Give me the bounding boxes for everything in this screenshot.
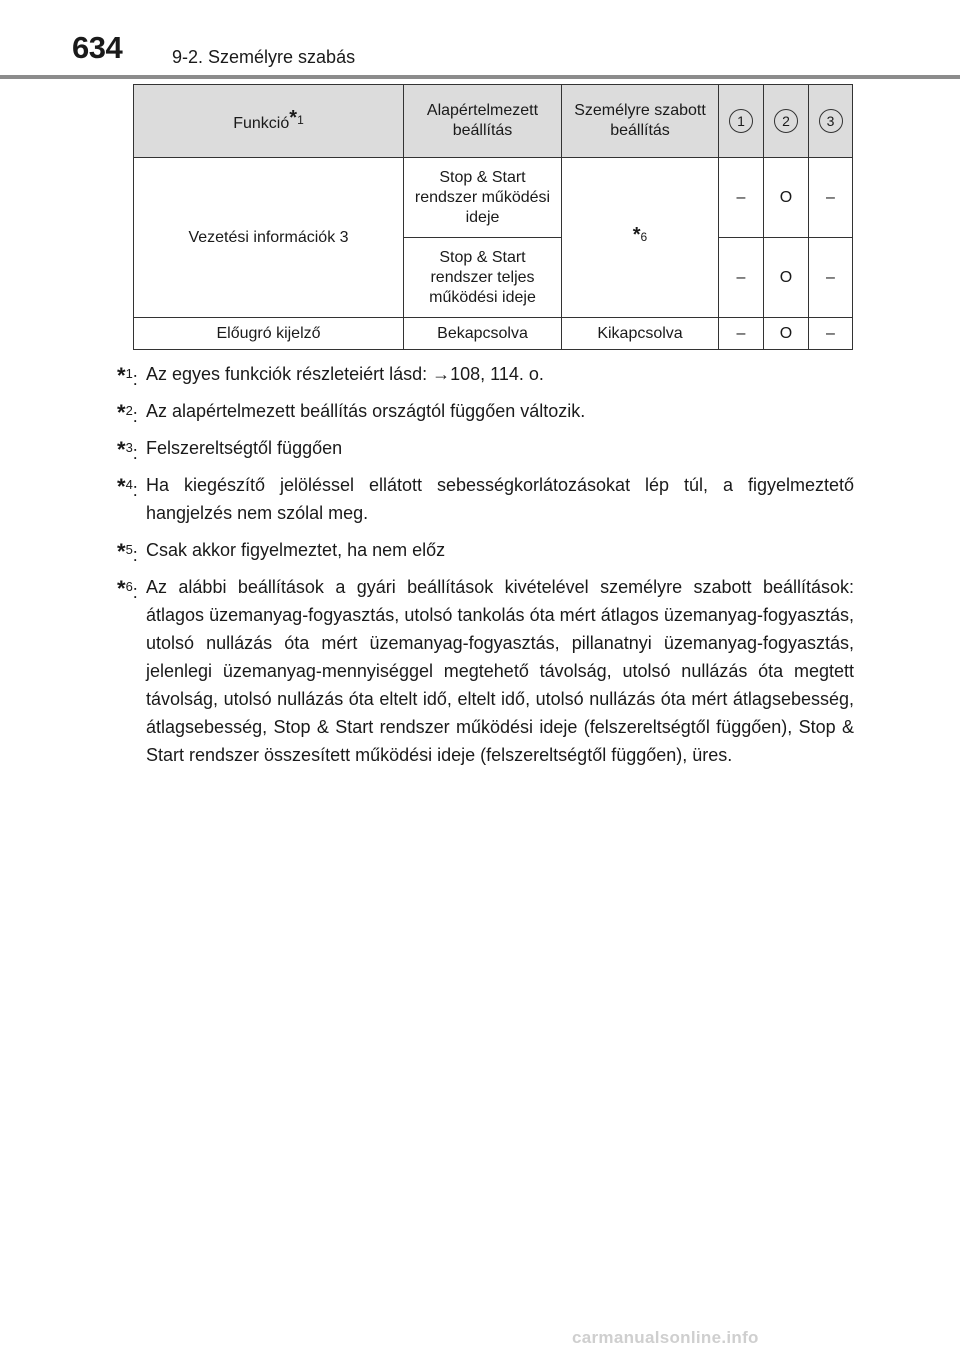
header-circle-2 xyxy=(764,85,809,158)
footnote-6: *$^6$: Az alábbi beállítások a gyári beállítások kivételével személyre szabott beállítások: átlagos üzemanyag-fogyasztás, utolsó tankolás óta mért átlagos üzemanyag-fogyasztás, utolsó nullázás óta mért üzemanyag-fogyasztás, pillanatnyi üzemanyag-fogyasztás, jelenlegi üzemanyag-mennyiséggel megtehető távolság, utolsó nullázás óta megtett távolság, utolsó nullázás óta eltelt idő, eltelt idő, utolsó nullázás óta mért átlagsebesség, átlagsebesség, Stop & Start rendszer működési ideje (felszereltségtől függően), Stop & Start rendszer összesített működési ideje (felszereltségtől függően), üres. xyxy=(117,576,854,765)
settings-table xyxy=(133,84,853,350)
asterisk-mark: * xyxy=(117,363,126,388)
footnote-text: Csak akkor figyelmeztet, ha nem előz xyxy=(146,540,446,560)
cell-function: Vezetési információk 3 xyxy=(134,158,404,318)
cell-default: Bekapcsolva xyxy=(404,318,562,350)
asterisk-mark: * xyxy=(632,223,641,246)
asterisk-mark: * xyxy=(117,576,126,601)
asterisk-mark: * xyxy=(117,539,126,564)
table-row xyxy=(134,318,853,350)
footnote-1: *$^1$: Az egyes funkciók részleteiért lásd: →108, 114. o. xyxy=(117,363,544,389)
cell-option-3: – xyxy=(809,318,853,350)
asterisk-mark: * xyxy=(117,437,126,462)
header-divider xyxy=(0,75,960,79)
cell-custom: *$^6$ xyxy=(562,158,719,318)
circle-3-icon: 3 xyxy=(819,109,843,133)
cell-function: Előugró kijelző xyxy=(134,318,404,350)
cell-option-2: O xyxy=(764,158,809,238)
footnote-5: *$^5$: Csak akkor figyelmeztet, ha nem előz xyxy=(117,539,446,565)
header-circle-1 xyxy=(719,85,764,158)
cell-custom: Kikapcsolva xyxy=(562,318,719,350)
header-circle-3 xyxy=(809,85,853,158)
header-default: Alapértelmezett beállítás xyxy=(404,85,562,158)
section-title: 9-2. Személyre szabás xyxy=(172,47,356,67)
footnote-3: *$^3$: Felszereltségtől függően xyxy=(117,437,343,463)
footnote-4: *$^4$: Ha kiegészítő jelöléssel ellátott sebességkorlátozásokat lép túl, a figyelmeztető hangjelzés nem szólal meg. xyxy=(117,474,854,523)
cell-default: Stop & Start rendszer működési ideje xyxy=(404,158,562,238)
cell-option-1: – xyxy=(719,158,764,238)
footnote-text: Ha kiegészítő jelöléssel ellátott sebességkorlátozásokat lép túl, a figyelmeztető hangjelzés nem szólal meg. xyxy=(146,475,854,523)
footnotes xyxy=(117,360,854,778)
cell-option-1: – xyxy=(719,238,764,318)
page-number: 634 xyxy=(72,30,123,65)
circle-2-icon: 2 xyxy=(774,109,798,133)
watermark: carmanualsonline.info xyxy=(572,1328,759,1347)
footnote-text: Az egyes funkciók részleteiért lásd: →108, 114. o. xyxy=(146,364,544,384)
cell-option-2: O xyxy=(764,318,809,350)
footnote-text: Az alábbi beállítások a gyári beállítások kivételével személyre szabott beállítások: átlagos üzemanyag-fogyasztás, utolsó tankolás óta mért átlagos üzemanyag-fogyasztás, utolsó nullázás óta mért üzemanyag-fogyasztás, pillanatnyi üzemanyag-fogyasztás, jelenlegi üzemanyag-mennyiséggel megtehető távolság, utolsó nullázás óta megtett távolság, utolsó nullázás óta eltelt idő, eltelt idő, utolsó nullázás óta mért átlagsebesség, átlagsebesség, Stop & Start rendszer működési ideje (felszereltségtől függően), Stop & Start rendszer összesített működési ideje (felszereltségtől függően), üres. xyxy=(146,577,854,765)
asterisk-mark: * xyxy=(117,474,126,499)
cell-option-3: – xyxy=(809,158,853,238)
cell-option-2: O xyxy=(764,238,809,318)
footnote-text: Felszereltségtől függően xyxy=(146,438,343,458)
footnote-text: Az alapértelmezett beállítás országtól függően változik. xyxy=(146,401,586,421)
table-header-row xyxy=(134,85,853,158)
cell-default: Stop & Start rendszer teljes működési ideje xyxy=(404,238,562,318)
cell-option-1: – xyxy=(719,318,764,350)
header-function: Funkció*$^1$ xyxy=(134,85,404,158)
footnote-2: *$^2$: Az alapértelmezett beállítás országtól függően változik. xyxy=(117,400,586,426)
circle-1-icon: 1 xyxy=(729,109,753,133)
header-custom: Személyre szabott beállítás xyxy=(562,85,719,158)
page-header xyxy=(0,0,960,80)
table-row xyxy=(134,158,853,238)
asterisk-mark: * xyxy=(289,107,298,129)
asterisk-mark: * xyxy=(117,400,126,425)
cell-option-3: – xyxy=(809,238,853,318)
